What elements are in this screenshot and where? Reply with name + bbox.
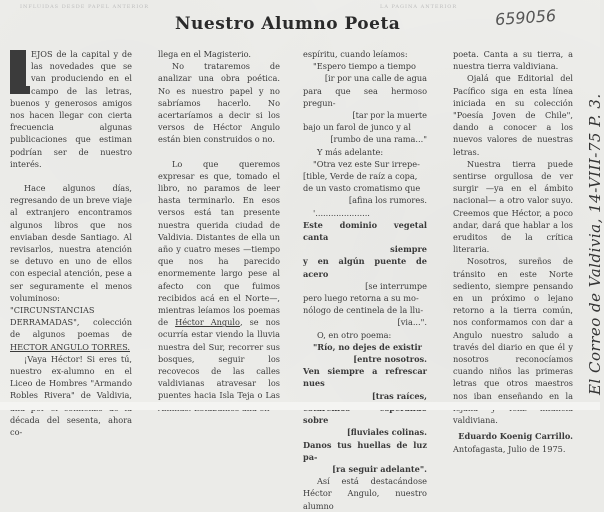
poem-line: [fluviales colinas. bbox=[346, 427, 427, 438]
clipping-bottom-edge bbox=[0, 402, 600, 410]
poem-line: [via...". bbox=[397, 317, 427, 328]
poem-line: "Río, no dejes de existir bbox=[313, 341, 422, 352]
column-4 bbox=[453, 48, 573, 455]
poem-line: [tras raíces, bbox=[371, 390, 427, 401]
poem-line: "Otra vez este Sur irrepe- bbox=[313, 158, 420, 169]
poem-line: "Espero tiempo a tiempo bbox=[313, 61, 416, 72]
poem-line: [se interrumpe bbox=[365, 280, 427, 291]
poem-line: sobre bbox=[303, 415, 329, 426]
paragraph-greeting: ¡Vaya Héctor! Si eres tú, nuestro ex-alumno en el Liceo de Hombres "Armando Robles Rivera" de Valdivia, década del sesenta, ahora co- bbox=[10, 353, 132, 438]
poem-line: [afina los rumores. bbox=[348, 195, 427, 206]
drop-cap-letter bbox=[10, 50, 26, 94]
handwritten-source-note: El Correo de Valdivia, 14-VIII-75 P. 3. bbox=[586, 93, 604, 395]
archive-number: 659056 bbox=[494, 5, 557, 30]
poem-line: Ven siempre a refrescar nues bbox=[303, 366, 427, 389]
author-signature: Eduardo Koenig Carrillo. bbox=[458, 431, 573, 442]
poem-line: [entre nosotros. bbox=[353, 354, 427, 365]
author-name-underlined: HECTOR ANGULO TORRES. bbox=[10, 341, 130, 352]
paragraph-valdivia bbox=[158, 158, 280, 414]
valdivia-text-a: Lo que queremos expresar es que, tomado el libro, no paramos de leer hasta terminarlo. En esos versos está tan presente nuestra querida ciudad de Valdivia. Distantes de ella un año y cuatro meses —tiempo que nos ha parecido enormemente largo pese al afecto con que fuimos recibidos acá en el Norte—, mientras leíamos los poemas de bbox=[158, 158, 280, 328]
paragraph-discovery bbox=[10, 182, 132, 353]
column-3 bbox=[303, 48, 427, 512]
paragraph-editorial: Ojalá que Editorial del Pacífico siga en esta línea iniciada en su colección "Poesía Joven de Chile", dando a conocer a los nuevos valores de nuestras letras. bbox=[453, 73, 573, 157]
poem-bridge-text: O, en otro poema: bbox=[317, 329, 392, 340]
discovery-text: Hace algunos días, regresando de un breve viaje al extranjero encontramos algunos libros que nos enviaban desde Santiago. Al revisarlos, nuestra atención se detuvo en uno de ellos con especial atención, pese a ser seguramente el menos voluminoso: "CIRCUNSTANCIAS DERRAMADAS", colección de algunos poemas de bbox=[10, 183, 132, 340]
paragraph-poet: poeta. Canta a su tierra, a nuestra tierra valdiviana. bbox=[453, 49, 573, 72]
poem-line: para que sea hermoso pregun- bbox=[303, 85, 427, 108]
author-name-underlined-2: Héctor Angulo bbox=[175, 317, 240, 328]
poem-line: y en algún puente de acero bbox=[303, 256, 427, 279]
column-2 bbox=[158, 48, 280, 414]
poem-line: siempre bbox=[390, 244, 427, 255]
poem-excerpt-2 bbox=[303, 158, 427, 329]
poem-line: [tar por la muerte bbox=[352, 110, 427, 121]
poem-excerpt-1 bbox=[303, 60, 427, 145]
valdivia-text-b: , se nos ocurría estar viendo la lluvia nuestra del Sur, recorrer sus bosques, seguir los recovecos de las calles valdivianas atravesar los puentes hacia Isla Teja o Las bbox=[158, 317, 280, 401]
poem-line: [rumbo de una rama..." bbox=[330, 134, 427, 145]
poem-bridge-text: Y más adelante: bbox=[317, 146, 384, 157]
poem-line: Danos tus huellas de luz pa- bbox=[303, 439, 427, 462]
dateline: Antofagasta, Julio de 1975. bbox=[453, 443, 566, 454]
paragraph-southerners: Nosotros, sureños de tránsito en este Norte sediento, siempre pensando en un próximo o lejano retorno a la tierra común, nos conformamos con dar a Angulo nuestro saludo a través del diario en que él y nosotros reconocíamos cuando niños las primeras letras que otros maestros nos iban enseñando en la valdiviana. bbox=[453, 256, 573, 426]
intro-paragraph bbox=[10, 48, 132, 170]
paragraph-closing: Así está destacándose Héctor Angulo, nuestro alumno bbox=[303, 476, 427, 511]
bleed-through-text-right: LA PAGINA ANTERIOR bbox=[380, 4, 458, 10]
paragraph-spirit: espíritu, cuando leíamos: bbox=[303, 49, 408, 59]
poem-line: [ir por una calle de agua bbox=[324, 73, 427, 84]
bleed-through-text-left: INFLUIDAS DESDE PAPEL ANTERIOR bbox=[20, 4, 150, 10]
article-title: Nuestro Alumno Poeta bbox=[175, 14, 401, 34]
column-1 bbox=[10, 48, 132, 438]
poem-ellipsis: '..................... bbox=[313, 207, 370, 218]
paragraph-analysis: No trataremos de analizar una obra poética. No es nuestro papel y no sabríamos hacerlo. No acertaríamos a decir si los versos de Héctor Angulo están bien construidos o no. bbox=[158, 61, 280, 145]
paragraph-continuation: llega en el Magisterio. bbox=[158, 49, 251, 59]
poem-line: [tible, Verde de raíz a copa, bbox=[303, 171, 418, 182]
poem-line: Este dominio vegetal canta bbox=[303, 219, 427, 243]
poem-line: de un vasto cromatismo que bbox=[303, 183, 421, 194]
poem-line: bajo un farol de junco y al bbox=[303, 122, 411, 133]
poem-line: pero luego retorna a su mo- bbox=[303, 293, 419, 304]
poem-line: [ra seguir adelante". bbox=[332, 463, 427, 474]
poem-line: nólogo de centinela de la llu- bbox=[303, 305, 424, 316]
intro-text: EJOS de la capital y de las novedades que se van produciendo en el campo de las letras, buenos y generosos amigos nos hacen llegar con cierta frecuencia algunas publicaciones que estiman podrían ser de nuestro interés. bbox=[10, 49, 132, 169]
paragraph-pride: Nuestra tierra puede sentirse orgullosa de ver surgir —ya en el ámbito nacional— a otro valor suyo. Creemos que Héctor, a poco andar, dará que hablar a los eruditos de la crítica literaria. bbox=[453, 158, 573, 255]
